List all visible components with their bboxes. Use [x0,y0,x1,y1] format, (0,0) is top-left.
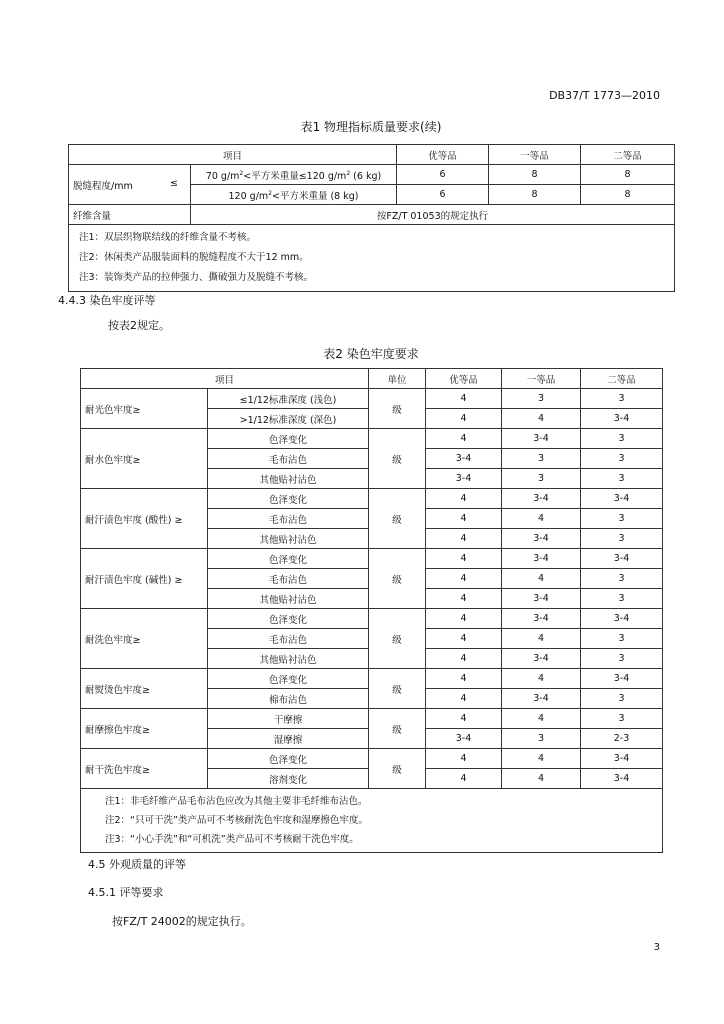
unit-cell: 级 [369,429,426,489]
grade-value-cell: 3-4 [502,689,581,709]
item-cell: 湿摩擦 [208,729,369,749]
grade-value-cell: 3 [581,509,663,529]
grade-value-cell: 3 [581,529,663,549]
item-cell: 干摩擦 [208,709,369,729]
grade-value-cell: 3 [581,469,663,489]
grade-value-cell: 4 [502,669,581,689]
table1-physical-indicators [68,144,675,292]
note: 注1：非毛纤维产品毛布沾色应改为其他主要非毛纤维布沾色。 [105,796,368,807]
grade-value-cell: 4 [426,429,502,449]
table-row [81,669,663,689]
grade-value-cell: 3-4 [581,769,663,789]
item-cell: 色泽变化 [208,489,369,509]
table2-caption: 表2 染色牢度要求 [323,347,419,361]
item-cell: 色泽变化 [208,429,369,449]
grade-value-cell: 3-4 [581,489,663,509]
unit-cell: 级 [369,749,426,789]
grade-value-cell: 3-4 [502,489,581,509]
grade-value-cell: 4 [426,689,502,709]
fiber-value: 按FZ/T 01053的规定执行 [191,205,675,225]
grade-value-cell: 4 [502,769,581,789]
standard-code: DB37/T 1773—2010 [549,89,660,102]
notes-row [69,225,675,292]
test-name-cell: 耐摩擦色牢度≥ [81,709,208,749]
item-cell: 其他贴衬沾色 [208,649,369,669]
table1-caption: 表1 物理指标质量要求(续) [300,120,442,134]
grade-value-cell: 4 [426,509,502,529]
value-cell: 8 [581,185,675,205]
test-name-cell: 耐汗渍色牢度 (酸性) ≥ [81,489,208,549]
value-cell: 8 [489,165,581,185]
grade-value-cell: 4 [426,749,502,769]
grade-value-cell: 3-4 [581,549,663,569]
section-heading-4-4-3: 4.4.3 染色牢度评等 [58,294,156,307]
grade-value-cell: 4 [502,749,581,769]
grade-value-cell: 3 [581,689,663,709]
grade-value-cell: 3-4 [502,589,581,609]
value-cell: 6 [397,185,489,205]
item-cell: 其他贴衬沾色 [208,469,369,489]
grade-value-cell: 3 [581,389,663,409]
unit-cell: 级 [369,709,426,749]
seam-label-cell [69,165,191,205]
unit-cell: 级 [369,549,426,609]
table-row [81,609,663,629]
grade-value-cell: 3-4 [502,649,581,669]
grade-value-cell: 3 [502,389,581,409]
test-name-cell: 耐熨烫色牢度≥ [81,669,208,709]
grade-value-cell: 3-4 [502,429,581,449]
unit-cell: 级 [369,609,426,669]
note: 注1：双层织物联结线的纤维含量不考核。 [79,232,257,243]
grade-value-cell: 4 [426,489,502,509]
test-name-cell: 耐干洗色牢度≥ [81,749,208,789]
grade-value-cell: 3 [502,729,581,749]
test-name-cell: 耐汗渍色牢度 (碱性) ≥ [81,549,208,609]
header-cell: 优等品 [397,145,489,165]
note: 注3：“小心手洗”和“可机洗”类产品可不考核耐干洗色牢度。 [105,834,359,845]
grade-value-cell: 3-4 [426,729,502,749]
item-cell: 毛布沾色 [208,509,369,529]
grade-value-cell: 3-4 [581,749,663,769]
section-4-5-1-text: 按FZ/T 24002的规定执行。 [112,915,252,928]
fiber-label: 纤维含量 [69,205,191,225]
grade-value-cell: 3-4 [581,609,663,629]
table-row [81,489,663,509]
seam-label: 脱缝程度/mm [73,180,133,192]
grade-value-cell: 3 [581,589,663,609]
grade-value-cell: 4 [426,589,502,609]
note: 注2：休闲类产品服装面料的脱缝程度不大于12 mm。 [79,252,309,263]
header-cell: 一等品 [502,369,581,389]
grade-value-cell: 4 [502,709,581,729]
table-row [81,549,663,569]
header-cell: 二等品 [581,369,663,389]
grade-value-cell: 3 [502,469,581,489]
section-heading-4-5-1: 4.5.1 评等要求 [88,886,164,899]
table-row [81,749,663,769]
grade-value-cell: 3-4 [426,469,502,489]
grade-value-cell: 4 [502,629,581,649]
item-cell: 毛布沾色 [208,569,369,589]
header-cell: 一等品 [489,145,581,165]
grade-value-cell: 4 [502,509,581,529]
item-cell: 色泽变化 [208,549,369,569]
seam-symbol: ≤ [170,177,178,189]
test-name-cell: 耐光色牢度≥ [81,389,208,429]
unit-cell: 级 [369,669,426,709]
grade-value-cell: 3 [581,429,663,449]
condition-cell: 70 $g/m^2<$平方米重量≤120 $g/m^2$ (6 kg) [191,165,397,185]
grade-value-cell: 3-4 [581,409,663,429]
notes-row [81,789,663,853]
item-cell: >1/12标准深度 (深色) [208,409,369,429]
grade-value-cell: 4 [426,409,502,429]
item-cell: 棉布沾色 [208,689,369,709]
header-cell: 项目 [69,145,397,165]
grade-value-cell: 3 [581,449,663,469]
grade-value-cell: 4 [426,629,502,649]
item-cell: 其他贴衬沾色 [208,529,369,549]
grade-value-cell: 3 [581,569,663,589]
grade-value-cell: 3-4 [581,669,663,689]
grade-value-cell: 3 [581,629,663,649]
table-header-row [81,369,663,389]
value-cell: 6 [397,165,489,185]
value-cell: 8 [489,185,581,205]
note: 注3：装饰类产品的拉伸强力、撕破强力及脱缝不考核。 [79,272,314,283]
grade-value-cell: 3 [502,449,581,469]
grade-value-cell: 4 [426,389,502,409]
item-cell: 毛布沾色 [208,449,369,469]
test-name-cell: 耐水色牢度≥ [81,429,208,489]
grade-value-cell: 4 [502,409,581,429]
header-cell: 二等品 [581,145,675,165]
unit-cell: 级 [369,489,426,549]
table-header-row [69,145,675,165]
grade-value-cell: 4 [426,549,502,569]
item-cell: 毛布沾色 [208,629,369,649]
item-cell: 色泽变化 [208,609,369,629]
header-cell: 优等品 [426,369,502,389]
grade-value-cell: 4 [426,569,502,589]
condition-cell: 120 $g/m^2<$平方米重量 (8 kg) [191,185,397,205]
grade-value-cell: 4 [426,529,502,549]
grade-value-cell: 4 [502,569,581,589]
table-row [69,205,675,225]
section-heading-4-5: 4.5 外观质量的评等 [88,858,186,871]
grade-value-cell: 4 [426,769,502,789]
grade-value-cell: 4 [426,609,502,629]
grade-value-cell: 3-4 [502,609,581,629]
header-cell: 单位 [369,369,426,389]
item-cell: ≤1/12标准深度 (浅色) [208,389,369,409]
section-4-4-3-text: 按表2规定。 [108,319,170,332]
grade-value-cell: 4 [426,649,502,669]
grade-value-cell: 2-3 [581,729,663,749]
grade-value-cell: 3-4 [502,529,581,549]
grade-value-cell: 3 [581,709,663,729]
grade-value-cell: 3 [581,649,663,669]
page-number: 3 [653,942,660,953]
grade-value-cell: 4 [426,709,502,729]
table2-color-fastness [80,368,663,853]
unit-cell: 级 [369,389,426,429]
table-row [81,709,663,729]
item-cell: 其他贴衬沾色 [208,589,369,609]
test-name-cell: 耐洗色牢度≥ [81,609,208,669]
table-row [81,389,663,409]
item-cell: 色泽变化 [208,669,369,689]
header-cell: 项目 [81,369,369,389]
value-cell: 8 [581,165,675,185]
table-row [69,165,675,185]
item-cell: 溶剂变化 [208,769,369,789]
grade-value-cell: 3-4 [502,549,581,569]
note: 注2：“只可干洗”类产品可不考核耐洗色牢度和湿摩擦色牢度。 [105,815,368,826]
table-row [81,429,663,449]
grade-value-cell: 3-4 [426,449,502,469]
grade-value-cell: 4 [426,669,502,689]
item-cell: 色泽变化 [208,749,369,769]
